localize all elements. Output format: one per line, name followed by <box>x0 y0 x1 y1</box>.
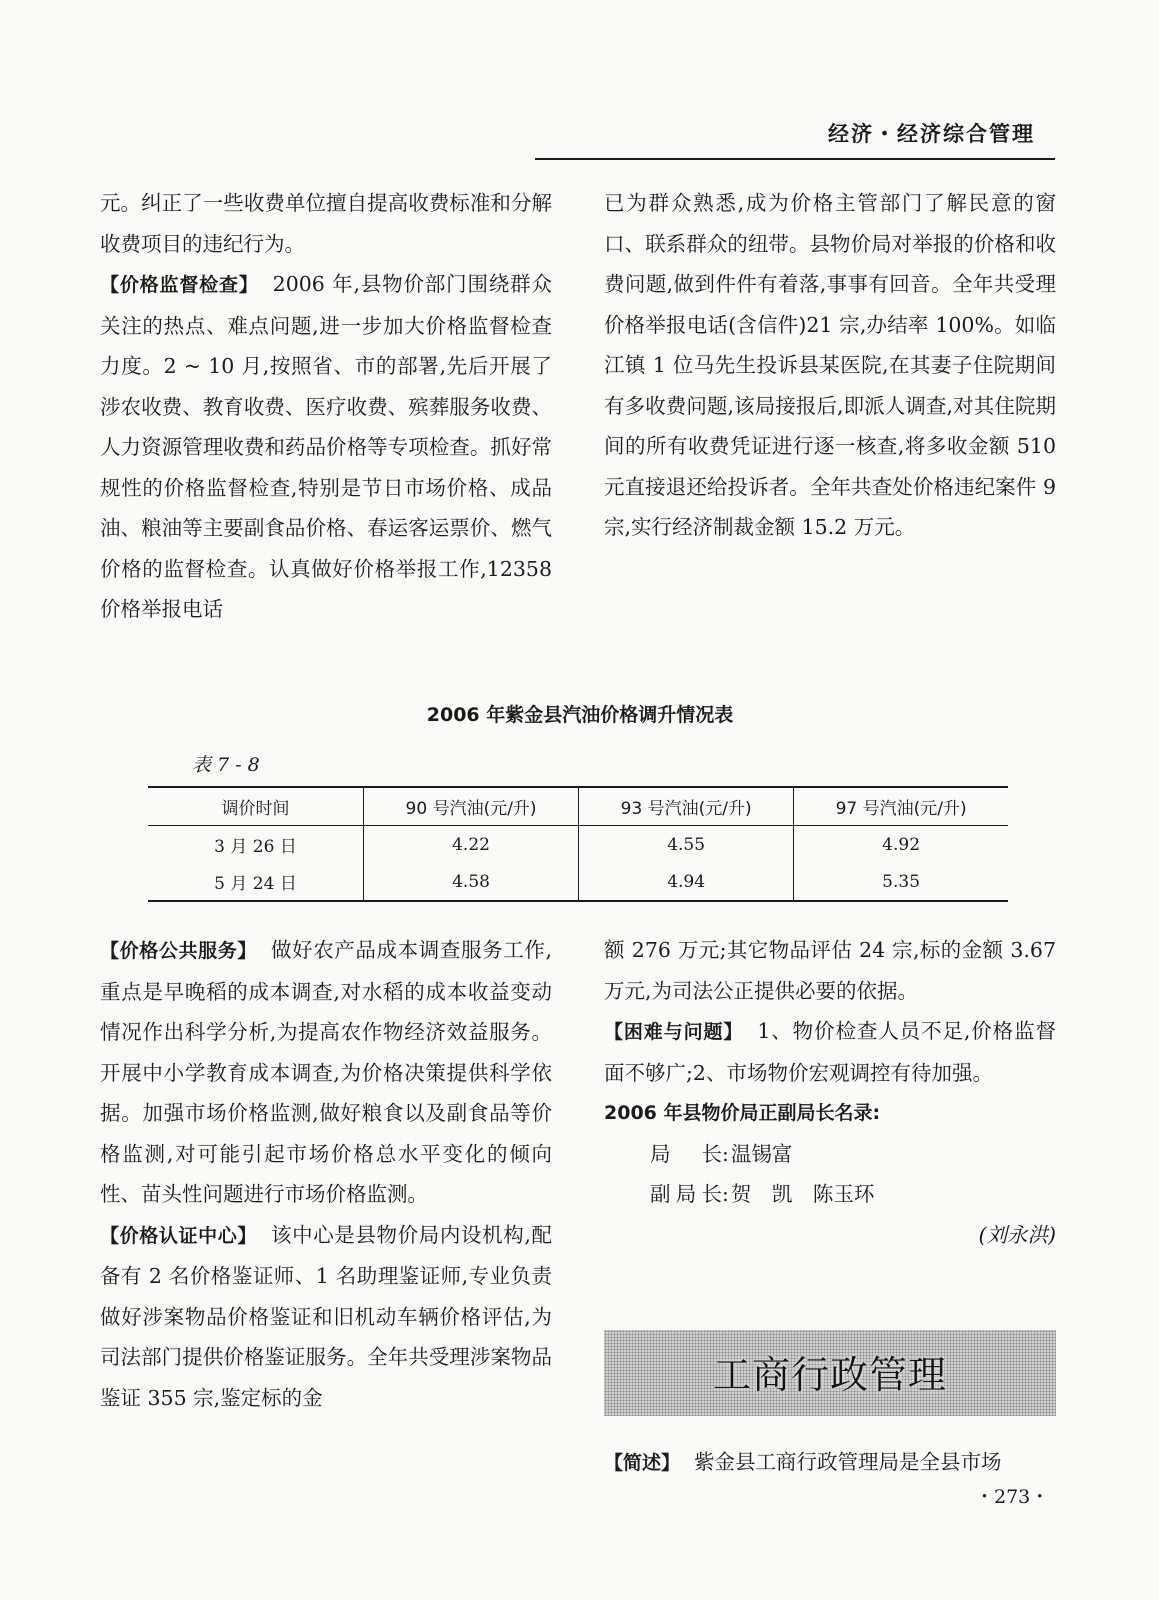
paragraph-certification-center <box>100 1215 552 1419</box>
cell-date: 3 月 26 日 <box>214 837 297 857</box>
section-tag-price-inspection: 【价格监督检查】 <box>100 274 259 296</box>
table-row <box>148 826 1008 864</box>
paragraph-text: 该中心是县物价局内设机构,配备有 2 名价格鉴证师、1 名助理鉴证师,专业负责做好涉案物品价格鉴证和旧机动车辆价格评估,为司法部门提供价格鉴证服务。全年共受理涉案物品鉴证 355 宗,鉴定标的金 <box>100 1222 552 1410</box>
right-column-top <box>604 183 1056 548</box>
roster-title: 2006 年县物价局正副局长名录: <box>604 1102 881 1124</box>
roster-names: 贺 凯 陈玉环 <box>730 1182 875 1206</box>
left-column-bottom <box>100 930 552 1418</box>
section-tag-public-service: 【价格公共服务】 <box>100 940 257 962</box>
table-title: 2006 年紫金县汽油价格调升情况表 <box>426 704 734 726</box>
paragraph-appraisal-amount: 额 276 万元;其它物品评估 24 宗,标的金额 3.67万元,为司法公正提供必要的依据。 <box>604 938 1056 1003</box>
paragraph-public-service <box>100 930 552 1215</box>
roster-row-deputy: 副局长:贺 凯 陈玉环 <box>604 1174 1056 1215</box>
paragraph-text: 1、物价检查人员不足,价格监督面不够广;2、市场物价宏观调控有待加强。 <box>604 1019 1056 1085</box>
cell-price-93: 4.55 <box>579 826 794 864</box>
table-number: 表 7 - 8 <box>192 754 260 776</box>
paragraph-text: 2006 年,县物价部门围绕群众关注的热点、难点问题,进一步加大价格监督检查力度。2 ~ 10 月,按照省、市的部署,先后开展了涉农收费、教育收费、医疗收费、殡葬服务收费、人力资源管理收费和药品价格等专项检查。抓好常规性的价格监督检查,特别是节日市场价格、成品油、粮油等主要副食品价格、春运客运票价、燃气价格的监督检查。认真做好价格举报工作,12358 价格举报电话 <box>100 272 552 621</box>
paragraph-price-inspection <box>100 264 552 630</box>
roster-role: 副局长 <box>650 1182 722 1206</box>
paragraph-difficulties <box>604 1011 1056 1093</box>
roster-role: 局长 <box>650 1141 722 1166</box>
section-tag-overview: 【简述】 <box>604 1452 681 1474</box>
table-header-row <box>148 787 1008 826</box>
author-credit: (刘永洪) <box>978 1222 1056 1247</box>
page-number: ・273・ <box>975 1486 1050 1508</box>
section-banner <box>604 1330 1056 1416</box>
cell-date: 5 月 24 日 <box>214 874 297 894</box>
cell-price-97: 4.92 <box>794 826 1008 864</box>
intro-text: 紫金县工商行政管理局是全县市场 <box>694 1450 1002 1474</box>
section-tag-difficulties: 【困难与问题】 <box>604 1021 744 1043</box>
header-gasoline-97: 97 号汽油(元/升) <box>794 787 1008 826</box>
cell-price-90: 4.58 <box>364 863 579 901</box>
roster-names: 温锡富 <box>730 1141 793 1166</box>
cell-price-90: 4.22 <box>364 826 579 864</box>
gasoline-price-table <box>148 786 1008 902</box>
intro-paragraph <box>604 1442 1056 1483</box>
banner-title: 工商行政管理 <box>712 1353 947 1397</box>
cell-price-93: 4.94 <box>579 863 794 901</box>
paragraph-price-report: 已为群众熟悉,成为价格主管部门了解民意的窗口、联系群众的纽带。县物价局对举报的价格和收费问题,做到件件有着落,事事有回音。全年共受理价格举报电话(含信件)21 宗,办结率 100%。如临江镇 1 位马先生投诉县某医院,在其妻子住院期间有多收费问题,该局接报后,即派人调查,对其住院期间的所有收费凭证进行逐一核查,将多收金额 510 元直接退还给投诉者。全年共查处价格违纪案件 9 宗,实行经济制裁金额 15.2 万元。 <box>604 191 1056 539</box>
right-column-bottom <box>604 930 1056 1255</box>
page-header <box>535 112 1055 160</box>
header-gasoline-93: 93 号汽油(元/升) <box>579 787 794 826</box>
header-gasoline-90: 90 号汽油(元/升) <box>364 787 579 826</box>
paragraph-fee-correction: 元。纠正了一些收费单位擅自提高收费标准和分解收费项目的违纪行为。 <box>100 191 552 256</box>
section-tag-certification-center: 【价格认证中心】 <box>100 1224 257 1247</box>
table-row <box>148 863 1008 901</box>
cell-price-97: 5.35 <box>794 863 1008 901</box>
header-adjust-date: 调价时间 <box>148 787 364 826</box>
paragraph-text: 做好农产品成本调查服务工作,重点是早晚稻的成本调查,对水稻的成本收益变动情况作出科学分析,为提高农作物经济效益服务。开展中小学教育成本调查,为价格决策提供科学依据。加强市场价格监测,做好粮食以及副食品等价格监测,对可能引起市场价格总水平变化的倾向性、苗头性问题进行市场价格监测。 <box>100 938 552 1206</box>
left-column-top <box>100 183 552 630</box>
section-title: 经济・经济综合管理 <box>828 122 1035 146</box>
roster-row-director: 局长:温锡富 <box>604 1134 1056 1175</box>
